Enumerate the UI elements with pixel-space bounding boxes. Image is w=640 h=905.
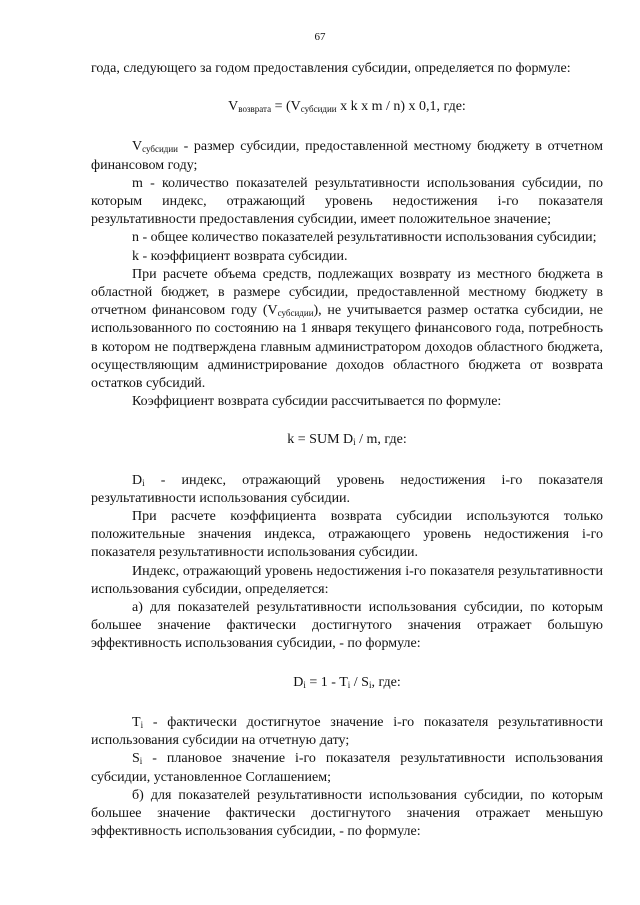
paragraph: б) для показателей результативности использования субсидии, по которым большее значение фактически достигнутого значения отражает меньшую эффективность использования субсидии, - по формуле:	[91, 787, 603, 840]
paragraph: n - общее количество показателей результативности использования субсидии;	[132, 230, 597, 246]
paragraph: года, следующего за годом предоставления субсидии, определяется по формуле:	[91, 61, 571, 76]
formula-index: $D_i = 1 - T_i / S_i$, где:	[293, 674, 401, 690]
paragraph: При расчете коэффициента возврата субсидии используются только положительные значения индекса, отражающего уровень недостижения i-го показателя результативности использования субсидии.	[91, 509, 603, 561]
document-body	[91, 60, 603, 841]
paragraph: $V_{субсидии}$ - размер субсидии, предоставленной местному бюджету в отчетном финансовом году;	[91, 139, 603, 173]
formula-coefficient: k = SUM $D_i$ / m, где:	[287, 432, 407, 448]
paragraph: $S_i$ - плановое значение i-го показателя результативности использования субсидии, установленное Соглашением;	[91, 751, 603, 785]
paragraph: $D_i$ - индекс, отражающий уровень недостижения i-го показателя результативности использования субсидии.	[91, 472, 603, 506]
paragraph: m - количество показателей результативности использования субсидии, по которым индекс, отражающий уровень недостижения i-го показателя результативности предоставления субсидии, имеет положительное значение;	[91, 175, 603, 228]
paragraph: При расчете объема средств, подлежащих возврату из местного бюджета в областной бюджет, в размере субсидии, предоставленной местному бюджету в отчетном финансовом году $(V_{субсидии})$, не учитывается размер остатка субсидии, не использованного по состоянию на 1 января текущего финансового года, потребность в котором не подтверждена главным администратором доходов областного бюджета, осуществляющим администрирование доходов областного бюджета от возврата остатков субсидий.	[91, 266, 604, 392]
paragraph: k - коэффициент возврата субсидии.	[132, 248, 348, 264]
paragraph: Индекс, отражающий уровень недостижения i-го показателя результативности использования субсидии, определяется:	[91, 563, 603, 597]
paragraph: Коэффициент возврата субсидии рассчитывается по формуле:	[132, 394, 502, 410]
paragraph: $T_i$ - фактически достигнутое значение i-го показателя результативности использования субсидии на отчетную дату;	[91, 714, 603, 749]
formula-return-volume: $V_{возврата} = (V_{субсидии}$ x k x m / n) x 0,1, где:	[228, 99, 466, 115]
paragraph: а) для показателей результативности использования субсидии, по которым большее значение фактически достигнутого значения отражает большую эффективность использования субсидии, - по формуле:	[91, 600, 603, 652]
page-number: 67	[314, 31, 326, 43]
